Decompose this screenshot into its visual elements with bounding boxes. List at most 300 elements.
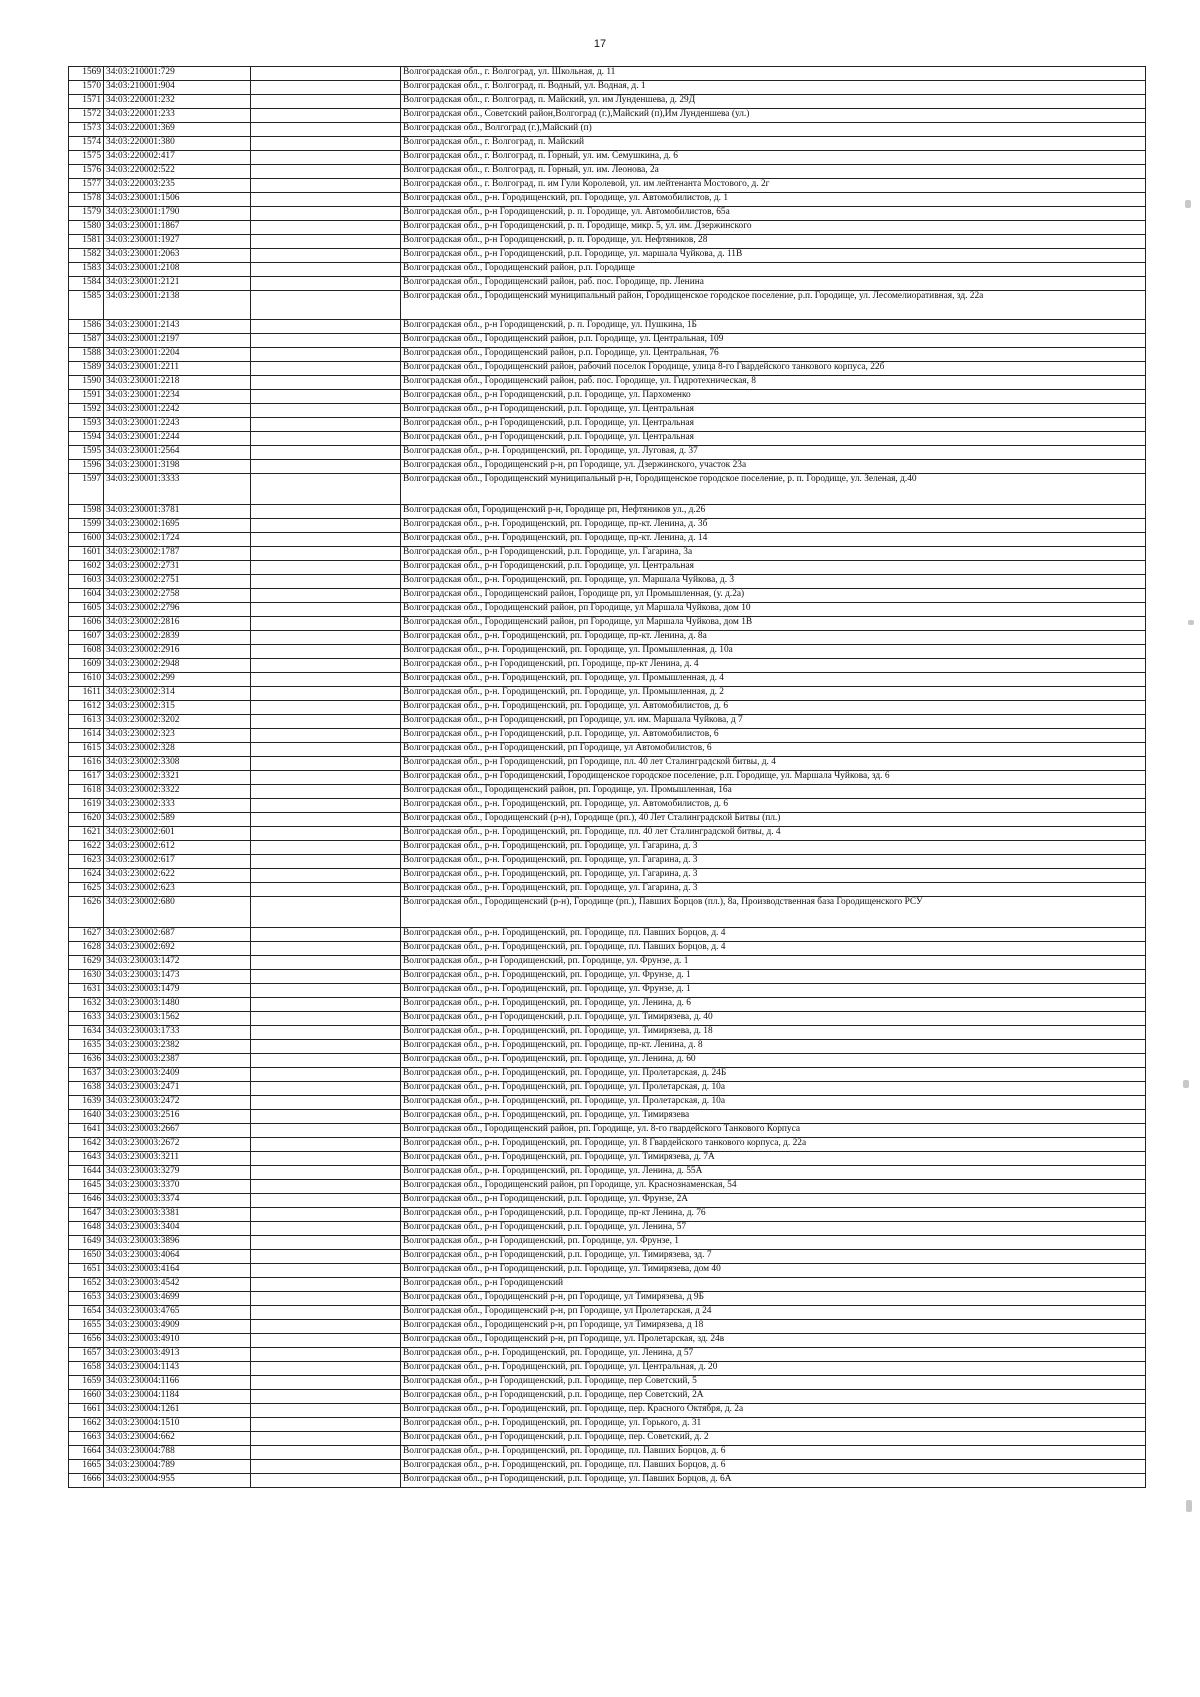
table-row — [69, 1138, 1146, 1152]
empty-cell — [251, 221, 401, 235]
row-number-cell: 1575 — [69, 151, 104, 165]
row-number-cell: 1653 — [69, 1292, 104, 1306]
cadastral-number-cell: 34:03:230001:3781 — [104, 505, 251, 519]
cadastral-number-cell: 34:03:220001:380 — [104, 137, 251, 151]
cadastral-number-cell: 34:03:230002:1695 — [104, 519, 251, 533]
empty-cell — [251, 1194, 401, 1208]
row-number-cell: 1651 — [69, 1264, 104, 1278]
table-row — [69, 1474, 1146, 1488]
empty-cell — [251, 970, 401, 984]
empty-cell — [251, 743, 401, 757]
address-cell: Волгоградская обл., р-н Городищенский, рп Городище, ул Автомобилистов, 6 — [401, 743, 1146, 757]
scan-speck — [1188, 620, 1194, 625]
address-cell: Волгоградская обл., Городищенский район, Городище рп, ул Промышленная, (у. д.2а) — [401, 589, 1146, 603]
row-number-cell: 1647 — [69, 1208, 104, 1222]
cadastral-number-cell: 34:03:230002:601 — [104, 827, 251, 841]
address-cell: Волгоградская обл., Советский район,Волгоград (г.),Майский (п),Им Лунденшева (ул.) — [401, 109, 1146, 123]
row-number-cell: 1646 — [69, 1194, 104, 1208]
address-cell: Волгоградская обл., р-н. Городищенский, рп. Городище, ул. Ленина, д. 55А — [401, 1166, 1146, 1180]
empty-cell — [251, 1460, 401, 1474]
row-number-cell: 1574 — [69, 137, 104, 151]
cadastral-number-cell: 34:03:230002:2916 — [104, 645, 251, 659]
address-cell: Волгоградская обл., р-н. Городищенский, рп. Городище, ул. Пролетарская, д. 10а — [401, 1082, 1146, 1096]
address-cell: Волгоградская обл., Городищенский район, рп. Городище, ул. Промышленная, 16а — [401, 785, 1146, 799]
table-row — [69, 533, 1146, 547]
row-number-cell: 1617 — [69, 771, 104, 785]
address-cell: Волгоградская обл., р-н Городищенский, р. п. Городище, ул. Автомобилистов, 65а — [401, 207, 1146, 221]
empty-cell — [251, 984, 401, 998]
cadastral-number-cell: 34:03:220003:235 — [104, 179, 251, 193]
cadastral-number-cell: 34:03:230004:1143 — [104, 1362, 251, 1376]
table-row — [69, 589, 1146, 603]
address-cell: Волгоградская обл., р-н. Городищенский, рп. Городище, ул. Гагарина, д. 3 — [401, 855, 1146, 869]
cadastral-number-cell: 34:03:220001:232 — [104, 95, 251, 109]
row-number-cell: 1595 — [69, 446, 104, 460]
table-row — [69, 67, 1146, 81]
row-number-cell: 1624 — [69, 869, 104, 883]
table-row — [69, 1306, 1146, 1320]
table-row — [69, 1348, 1146, 1362]
address-cell: Волгоградская обл., р-н Городищенский, р.п. Городище, ул. Тимирязева, зд. 7 — [401, 1250, 1146, 1264]
row-number-cell: 1655 — [69, 1320, 104, 1334]
cadastral-number-cell: 34:03:230003:1733 — [104, 1026, 251, 1040]
cadastral-number-cell: 34:03:230001:1506 — [104, 193, 251, 207]
address-cell: Волгоградская обл., Городищенский р-н, рп Городище, ул. Дзержинского, участок 23а — [401, 460, 1146, 474]
empty-cell — [251, 67, 401, 81]
row-number-cell: 1615 — [69, 743, 104, 757]
row-number-cell: 1639 — [69, 1096, 104, 1110]
table-row — [69, 785, 1146, 799]
address-cell: Волгоградская обл., г. Волгоград, п. Горный, ул. им. Семушкина, д. 6 — [401, 151, 1146, 165]
cadastral-number-cell: 34:03:230003:4699 — [104, 1292, 251, 1306]
row-number-cell: 1618 — [69, 785, 104, 799]
empty-cell — [251, 631, 401, 645]
table-row — [69, 1390, 1146, 1404]
cadastral-number-cell: 34:03:230001:2242 — [104, 404, 251, 418]
address-cell: Волгоградская обл., р-н. Городищенский, рп. Городище, ул. Фрунзе, д. 1 — [401, 984, 1146, 998]
empty-cell — [251, 1376, 401, 1390]
row-number-cell: 1619 — [69, 799, 104, 813]
address-cell: Волгоградская обл., р-н. Городищенский, рп. Городище, ул. Промышленная, д. 4 — [401, 673, 1146, 687]
table-row — [69, 179, 1146, 193]
empty-cell — [251, 687, 401, 701]
address-cell: Волгоградская обл., Волгоград (г.),Майский (п) — [401, 123, 1146, 137]
table-row — [69, 1376, 1146, 1390]
empty-cell — [251, 1432, 401, 1446]
row-number-cell: 1621 — [69, 827, 104, 841]
cadastral-number-cell: 34:03:230003:2472 — [104, 1096, 251, 1110]
address-cell: Волгоградская обл., Городищенский район, р.п. Городище — [401, 263, 1146, 277]
table-row — [69, 418, 1146, 432]
empty-cell — [251, 813, 401, 827]
row-number-cell: 1623 — [69, 855, 104, 869]
empty-cell — [251, 263, 401, 277]
empty-cell — [251, 505, 401, 519]
table-row — [69, 1180, 1146, 1194]
empty-cell — [251, 883, 401, 897]
table-row — [69, 701, 1146, 715]
row-number-cell: 1638 — [69, 1082, 104, 1096]
address-cell: Волгоградская обл., Городищенский район, р.п. Городище, ул. Центральная, 76 — [401, 348, 1146, 362]
cadastral-number-cell: 34:03:230002:2816 — [104, 617, 251, 631]
table-row — [69, 1418, 1146, 1432]
row-number-cell: 1633 — [69, 1012, 104, 1026]
address-cell: Волгоградская обл., р-н Городищенский, р.п. Городище, ул. Тимирязева, д. 40 — [401, 1012, 1146, 1026]
table-row — [69, 956, 1146, 970]
address-cell: Волгоградская обл., г. Волгоград, п. им Гули Королевой, ул. им лейтенанта Мостового, д. 2г — [401, 179, 1146, 193]
row-number-cell: 1586 — [69, 320, 104, 334]
row-number-cell: 1589 — [69, 362, 104, 376]
address-cell: Волгоградская обл., Городищенский район, р.п. Городище, ул. Центральная, 109 — [401, 334, 1146, 348]
row-number-cell: 1664 — [69, 1446, 104, 1460]
cadastral-number-cell: 34:03:230002:680 — [104, 897, 251, 928]
cadastral-number-cell: 34:03:230002:2731 — [104, 561, 251, 575]
empty-cell — [251, 446, 401, 460]
empty-cell — [251, 474, 401, 505]
cadastral-number-cell: 34:03:230002:328 — [104, 743, 251, 757]
empty-cell — [251, 432, 401, 446]
address-cell: Волгоградская обл., Городищенский р-н, рп Городище, ул Пролетарская, д 24 — [401, 1306, 1146, 1320]
empty-cell — [251, 1306, 401, 1320]
empty-cell — [251, 1390, 401, 1404]
empty-cell — [251, 1124, 401, 1138]
row-number-cell: 1631 — [69, 984, 104, 998]
cadastral-number-cell: 34:03:230003:2516 — [104, 1110, 251, 1124]
row-number-cell: 1629 — [69, 956, 104, 970]
table-row — [69, 151, 1146, 165]
empty-cell — [251, 207, 401, 221]
row-number-cell: 1648 — [69, 1222, 104, 1236]
address-cell: Волгоградская обл., р-н. Городищенский, рп. Городище, пер. Красного Октября, д. 2а — [401, 1404, 1146, 1418]
address-cell: Волгоградская обл., р-н Городищенский, р.п. Городище, ул. маршала Чуйкова, д. 11В — [401, 249, 1146, 263]
table-row — [69, 799, 1146, 813]
empty-cell — [251, 334, 401, 348]
empty-cell — [251, 1068, 401, 1082]
table-row — [69, 334, 1146, 348]
empty-cell — [251, 729, 401, 743]
empty-cell — [251, 109, 401, 123]
cadastral-number-cell: 34:03:230001:2564 — [104, 446, 251, 460]
row-number-cell: 1577 — [69, 179, 104, 193]
empty-cell — [251, 1292, 401, 1306]
empty-cell — [251, 1362, 401, 1376]
table-row — [69, 928, 1146, 942]
table-row — [69, 1362, 1146, 1376]
address-cell: Волгоградская обл., р-н Городищенский, рп. Городище, пр-кт Ленина, д. 4 — [401, 659, 1146, 673]
empty-cell — [251, 418, 401, 432]
cadastral-number-cell: 34:03:230004:662 — [104, 1432, 251, 1446]
address-cell: Волгоградская обл., р-н. Городищенский, рп. Городище, ул. Автомобилистов, д. 6 — [401, 799, 1146, 813]
row-number-cell: 1588 — [69, 348, 104, 362]
address-cell: Волгоградская обл., г. Волгоград, п. Майский, ул. им Лунденшева, д. 29Д — [401, 95, 1146, 109]
row-number-cell: 1661 — [69, 1404, 104, 1418]
empty-cell — [251, 1180, 401, 1194]
empty-cell — [251, 123, 401, 137]
cadastral-number-cell: 34:03:230001:2197 — [104, 334, 251, 348]
cadastral-number-cell: 34:03:230002:2948 — [104, 659, 251, 673]
cadastral-number-cell: 34:03:230001:2244 — [104, 432, 251, 446]
table-row — [69, 827, 1146, 841]
address-cell: Волгоградская обл., р-н. Городищенский, рп. Городище, ул. Ленина, д. 6 — [401, 998, 1146, 1012]
table-row — [69, 547, 1146, 561]
row-number-cell: 1606 — [69, 617, 104, 631]
row-number-cell: 1649 — [69, 1236, 104, 1250]
row-number-cell: 1658 — [69, 1362, 104, 1376]
empty-cell — [251, 956, 401, 970]
row-number-cell: 1580 — [69, 221, 104, 235]
cadastral-number-cell: 34:03:230002:622 — [104, 869, 251, 883]
address-cell: Волгоградская обл., р-н. Городищенский, рп. Городище, ул. 8 Гвардейского танкового корпуса, д. 22а — [401, 1138, 1146, 1152]
address-cell: Волгоградская обл, Городищенский р-н, Городище рп, Нефтяников ул., д.26 — [401, 505, 1146, 519]
row-number-cell: 1632 — [69, 998, 104, 1012]
empty-cell — [251, 673, 401, 687]
empty-cell — [251, 1320, 401, 1334]
cadastral-number-cell: 34:03:230002:2758 — [104, 589, 251, 603]
address-cell: Волгоградская обл., р-н. Городищенский, рп. Городище, ул. Маршала Чуйкова, д. 3 — [401, 575, 1146, 589]
row-number-cell: 1663 — [69, 1432, 104, 1446]
table-row — [69, 1222, 1146, 1236]
row-number-cell: 1571 — [69, 95, 104, 109]
table-row — [69, 95, 1146, 109]
row-number-cell: 1644 — [69, 1166, 104, 1180]
empty-cell — [251, 348, 401, 362]
empty-cell — [251, 589, 401, 603]
table-row — [69, 235, 1146, 249]
table-row — [69, 362, 1146, 376]
address-cell: Волгоградская обл., р-н Городищенский, р.п. Городище, ул. Гагарина, 3а — [401, 547, 1146, 561]
address-cell: Волгоградская обл., Городищенский район, раб. пос. Городище, пр. Ленина — [401, 277, 1146, 291]
cadastral-number-cell: 34:03:230004:788 — [104, 1446, 251, 1460]
scan-speck — [1185, 200, 1191, 208]
address-cell: Волгоградская обл., р-н. Городищенский, рп. Городище, ул. Промышленная, д. 10а — [401, 645, 1146, 659]
table-row — [69, 771, 1146, 785]
empty-cell — [251, 1250, 401, 1264]
address-cell: Волгоградская обл., р-н Городищенский, р.п. Городище, ул. Центральная — [401, 561, 1146, 575]
address-cell: Волгоградская обл., р-н Городищенский — [401, 1278, 1146, 1292]
empty-cell — [251, 1096, 401, 1110]
address-cell: Волгоградская обл., р-н Городищенский, р.п. Городище, ул. Тимирязева, дом 40 — [401, 1264, 1146, 1278]
cadastral-number-cell: 34:03:210001:729 — [104, 67, 251, 81]
empty-cell — [251, 1348, 401, 1362]
table-row — [69, 109, 1146, 123]
address-cell: Волгоградская обл., р-н. Городищенский, рп. Городище, пр-кт. Ленина, д. 14 — [401, 533, 1146, 547]
cadastral-number-cell: 34:03:230002:1724 — [104, 533, 251, 547]
table-row — [69, 474, 1146, 505]
row-number-cell: 1587 — [69, 334, 104, 348]
address-cell: Волгоградская обл., Городищенский район, рп Городище, ул Маршала Чуйкова, дом 10 — [401, 603, 1146, 617]
table-row — [69, 193, 1146, 207]
empty-cell — [251, 1138, 401, 1152]
empty-cell — [251, 785, 401, 799]
table-row — [69, 1250, 1146, 1264]
table-row — [69, 757, 1146, 771]
empty-cell — [251, 404, 401, 418]
cadastral-number-cell: 34:03:230001:2138 — [104, 291, 251, 320]
empty-cell — [251, 1404, 401, 1418]
row-number-cell: 1616 — [69, 757, 104, 771]
empty-cell — [251, 659, 401, 673]
empty-cell — [251, 928, 401, 942]
address-cell: Волгоградская обл., Городищенский р-н, рп Городище, ул. Пролетарская, зд. 24в — [401, 1334, 1146, 1348]
cadastral-number-cell: 34:03:230002:323 — [104, 729, 251, 743]
row-number-cell: 1614 — [69, 729, 104, 743]
row-number-cell: 1628 — [69, 942, 104, 956]
cadastral-number-cell: 34:03:230003:3374 — [104, 1194, 251, 1208]
cadastral-number-cell: 34:03:230003:4064 — [104, 1250, 251, 1264]
cadastral-number-cell: 34:03:230003:3381 — [104, 1208, 251, 1222]
row-number-cell: 1636 — [69, 1054, 104, 1068]
table-row — [69, 603, 1146, 617]
row-number-cell: 1665 — [69, 1460, 104, 1474]
table-row — [69, 1264, 1146, 1278]
cadastral-number-cell: 34:03:230004:1184 — [104, 1390, 251, 1404]
cadastral-number-cell: 34:03:230003:2667 — [104, 1124, 251, 1138]
table-row — [69, 1152, 1146, 1166]
table-row — [69, 645, 1146, 659]
empty-cell — [251, 533, 401, 547]
row-number-cell: 1603 — [69, 575, 104, 589]
cadastral-number-cell: 34:03:230002:3322 — [104, 785, 251, 799]
address-cell: Волгоградская обл., р-н. Городищенский, рп. Городище, ул. Пролетарская, д. 10а — [401, 1096, 1146, 1110]
cadastral-number-cell: 34:03:230001:2204 — [104, 348, 251, 362]
address-cell: Волгоградская обл., р-н Городищенский, р. п. Городище, ул. Пушкина, 1Б — [401, 320, 1146, 334]
empty-cell — [251, 151, 401, 165]
empty-cell — [251, 320, 401, 334]
row-number-cell: 1600 — [69, 533, 104, 547]
empty-cell — [251, 617, 401, 631]
address-cell: Волгоградская обл., р-н. Городищенский, рп. Городище, ул. Автомобилистов, д. 6 — [401, 701, 1146, 715]
cadastral-number-cell: 34:03:230001:2143 — [104, 320, 251, 334]
address-cell: Волгоградская обл., р-н Городищенский, р.п. Городище, пер Советский, 2А — [401, 1390, 1146, 1404]
cadastral-number-cell: 34:03:230001:2243 — [104, 418, 251, 432]
empty-cell — [251, 841, 401, 855]
table-row — [69, 1278, 1146, 1292]
table-row — [69, 460, 1146, 474]
row-number-cell: 1643 — [69, 1152, 104, 1166]
empty-cell — [251, 390, 401, 404]
address-cell: Волгоградская обл., р-н Городищенский, рп Городище, ул. им. Маршала Чуйкова, д 7 — [401, 715, 1146, 729]
cadastral-number-cell: 34:03:230002:299 — [104, 673, 251, 687]
cadastral-number-cell: 34:03:230002:2751 — [104, 575, 251, 589]
cadastral-number-cell: 34:03:230003:1562 — [104, 1012, 251, 1026]
address-cell: Волгоградская обл., Городищенский р-н, рп Городище, ул Тимирязева, д 18 — [401, 1320, 1146, 1334]
table-row — [69, 1432, 1146, 1446]
empty-cell — [251, 235, 401, 249]
address-cell: Волгоградская обл., р-н Городищенский, р.п. Городище, пр-кт Ленина, д. 76 — [401, 1208, 1146, 1222]
table-row — [69, 897, 1146, 928]
address-cell: Волгоградская обл., р-н. Городищенский, рп. Городище, ул. Горького, д. 31 — [401, 1418, 1146, 1432]
row-number-cell: 1637 — [69, 1068, 104, 1082]
empty-cell — [251, 575, 401, 589]
empty-cell — [251, 1040, 401, 1054]
empty-cell — [251, 561, 401, 575]
row-number-cell: 1610 — [69, 673, 104, 687]
row-number-cell: 1591 — [69, 390, 104, 404]
table-row — [69, 390, 1146, 404]
address-cell: Волгоградская обл., р-н. Городищенский, рп. Городище, пр-кт. Ленина, д. 8а — [401, 631, 1146, 645]
empty-cell — [251, 1054, 401, 1068]
row-number-cell: 1656 — [69, 1334, 104, 1348]
table-row — [69, 249, 1146, 263]
address-cell: Волгоградская обл., Городищенский (р-н), Городище (рп.), Павших Борцов (пл.), 8а, Производственная база Городищенского РСУ — [401, 897, 1146, 928]
empty-cell — [251, 1026, 401, 1040]
table-row — [69, 813, 1146, 827]
row-number-cell: 1660 — [69, 1390, 104, 1404]
row-number-cell: 1598 — [69, 505, 104, 519]
table-row — [69, 1208, 1146, 1222]
address-cell: Волгоградская обл., р-н Городищенский, р.п. Городище, ул. Павших Борцов, д. 6А — [401, 1474, 1146, 1488]
table-row — [69, 1110, 1146, 1124]
address-cell: Волгоградская обл., р-н Городищенский, р.п. Городище, ул. Ленина, 57 — [401, 1222, 1146, 1236]
cadastral-number-cell: 34:03:230003:4913 — [104, 1348, 251, 1362]
empty-cell — [251, 376, 401, 390]
empty-cell — [251, 1278, 401, 1292]
table-row — [69, 743, 1146, 757]
cadastral-number-cell: 34:03:230003:4164 — [104, 1264, 251, 1278]
table-row — [69, 207, 1146, 221]
cadastral-number-cell: 34:03:230003:2382 — [104, 1040, 251, 1054]
cadastral-number-cell: 34:03:230003:3279 — [104, 1166, 251, 1180]
address-cell: Волгоградская обл., р-н. Городищенский, рп. Городище, пл. Павших Борцов, д. 4 — [401, 928, 1146, 942]
address-cell: Волгоградская обл., р-н. Городищенский, рп. Городище, пл. Павших Борцов, д. 6 — [401, 1460, 1146, 1474]
cadastral-number-cell: 34:03:230002:314 — [104, 687, 251, 701]
empty-cell — [251, 942, 401, 956]
address-cell: Волгоградская обл., р-н. Городищенский, рп. Городище, ул. Луговая, д. 37 — [401, 446, 1146, 460]
row-number-cell: 1581 — [69, 235, 104, 249]
empty-cell — [251, 137, 401, 151]
table-row — [69, 1068, 1146, 1082]
cadastral-number-cell: 34:03:220001:369 — [104, 123, 251, 137]
scan-speck — [1183, 1080, 1189, 1088]
cadastral-number-cell: 34:03:230001:2218 — [104, 376, 251, 390]
row-number-cell: 1662 — [69, 1418, 104, 1432]
table-row — [69, 1082, 1146, 1096]
table-row — [69, 729, 1146, 743]
empty-cell — [251, 1236, 401, 1250]
address-cell: Волгоградская обл., г. Волгоград, п. Водный, ул. Водная, д. 1 — [401, 81, 1146, 95]
address-cell: Волгоградская обл., р-н. Городищенский, рп. Городище, пл. Павших Борцов, д. 4 — [401, 942, 1146, 956]
empty-cell — [251, 81, 401, 95]
empty-cell — [251, 701, 401, 715]
table-row — [69, 320, 1146, 334]
row-number-cell: 1573 — [69, 123, 104, 137]
scan-speck — [1186, 1500, 1192, 1512]
empty-cell — [251, 715, 401, 729]
row-number-cell: 1634 — [69, 1026, 104, 1040]
row-number-cell: 1593 — [69, 418, 104, 432]
cadastral-number-cell: 34:03:230001:2121 — [104, 277, 251, 291]
table-row — [69, 1166, 1146, 1180]
cadastral-number-cell: 34:03:230004:955 — [104, 1474, 251, 1488]
row-number-cell: 1608 — [69, 645, 104, 659]
address-cell: Волгоградская обл., р-н. Городищенский, рп. Городище, ул. Гагарина, д. 3 — [401, 841, 1146, 855]
cadastral-number-cell: 34:03:230003:1472 — [104, 956, 251, 970]
row-number-cell: 1583 — [69, 263, 104, 277]
table-row — [69, 1012, 1146, 1026]
row-number-cell: 1599 — [69, 519, 104, 533]
address-cell: Волгоградская обл., р-н. Городищенский, рп. Городище, ул. Центральная, д. 20 — [401, 1362, 1146, 1376]
empty-cell — [251, 771, 401, 785]
address-cell: Волгоградская обл., р-н. Городищенский, рп. Городище, ул. Ленина, д 57 — [401, 1348, 1146, 1362]
table-row — [69, 1040, 1146, 1054]
address-cell: Волгоградская обл., р-н. Городищенский, рп. Городище, ул. Пролетарская, д. 24Б — [401, 1068, 1146, 1082]
row-number-cell: 1635 — [69, 1040, 104, 1054]
address-cell: Волгоградская обл., р-н. Городищенский, рп. Городище, пл. 40 лет Сталинградской битвы, д. 4 — [401, 827, 1146, 841]
row-number-cell: 1622 — [69, 841, 104, 855]
row-number-cell: 1594 — [69, 432, 104, 446]
address-cell: Волгоградская обл., р-н Городищенский, р.п. Городище, пер. Советский, д. 2 — [401, 1432, 1146, 1446]
empty-cell — [251, 277, 401, 291]
